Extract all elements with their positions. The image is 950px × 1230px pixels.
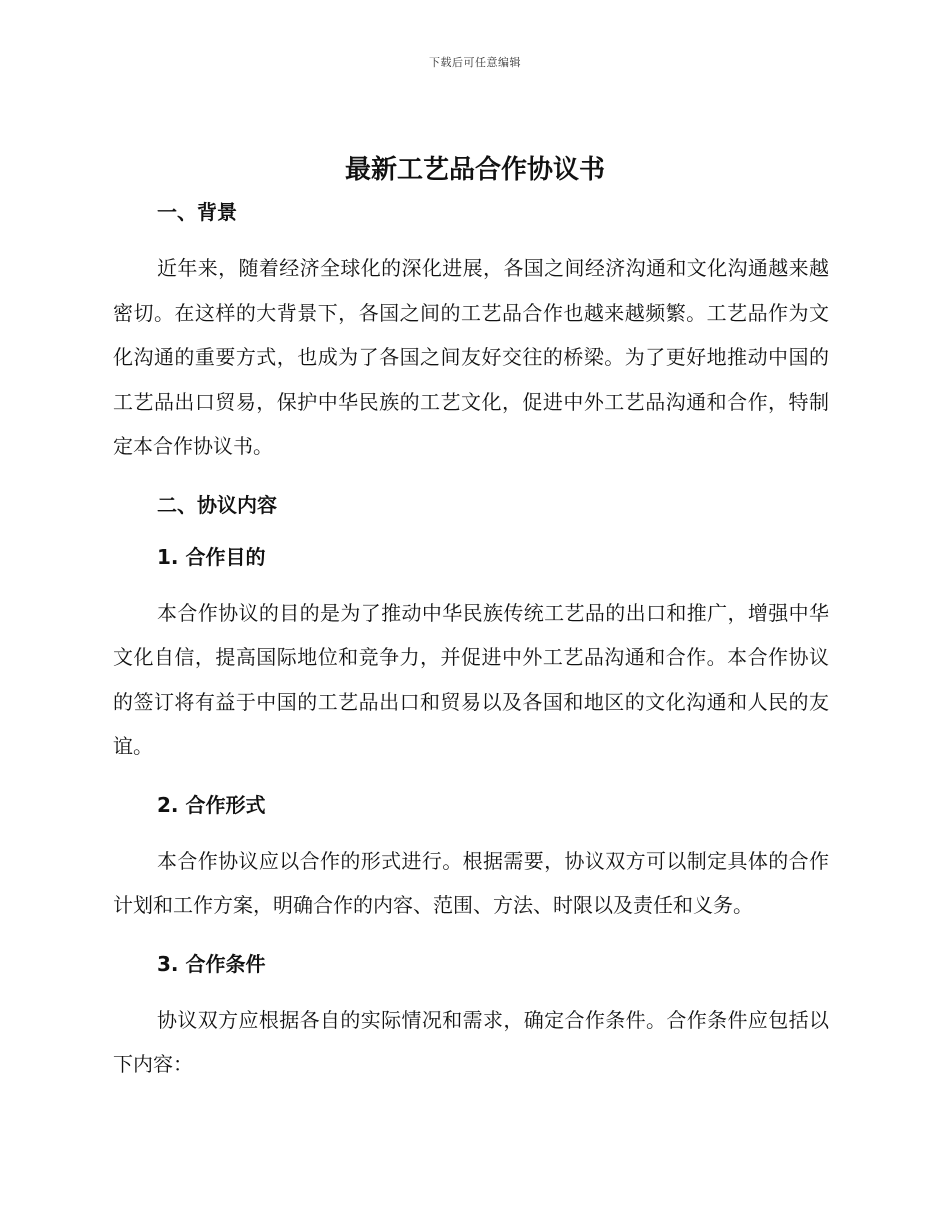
document-body <box>113 196 829 1087</box>
header-note: 下载后可任意编辑 <box>429 56 521 69</box>
subheading-purpose: 1. 合作目的 <box>157 544 266 569</box>
conditions-paragraph: 协议双方应根据各自的实际情况和需求，确定合作条件。合作条件应包括以下内容： <box>113 1007 829 1076</box>
document-title: 最新工艺品合作协议书 <box>344 155 605 185</box>
section-heading-background: 一、背景 <box>157 200 237 224</box>
section-heading-agreement: 二、协议内容 <box>157 492 277 517</box>
purpose-paragraph: 本合作协议的目的是为了推动中华民族传统工艺品的出口和推广，增强中华文化自信，提高国际地位和竞争力，并促进中外工艺品沟通和合作。本合作协议的签订将有益于中国的工艺品出口和贸易以及各国和地区的文化沟通和人民的友谊。 <box>113 600 829 758</box>
background-paragraph: 近年来，随着经济全球化的深化进展，各国之间经济沟通和文化沟通越来越密切。在这样的大背景下，各国之间的工艺品合作也越来越频繁。工艺品作为文化沟通的重要方式，也成为了各国之间友好交往的桥梁。为了更好地推动中国的工艺品出口贸易，保护中华民族的工艺文化，促进中外工艺品沟通和合作，特制定本合作协议书。 <box>113 256 829 458</box>
form-paragraph: 本合作协议应以合作的形式进行。根据需要，协议双方可以制定具体的合作计划和工作方案，明确合作的内容、范围、方法、时限以及责任和义务。 <box>113 848 829 917</box>
subheading-conditions: 3. 合作条件 <box>157 951 266 976</box>
subheading-form: 2. 合作形式 <box>157 792 266 817</box>
